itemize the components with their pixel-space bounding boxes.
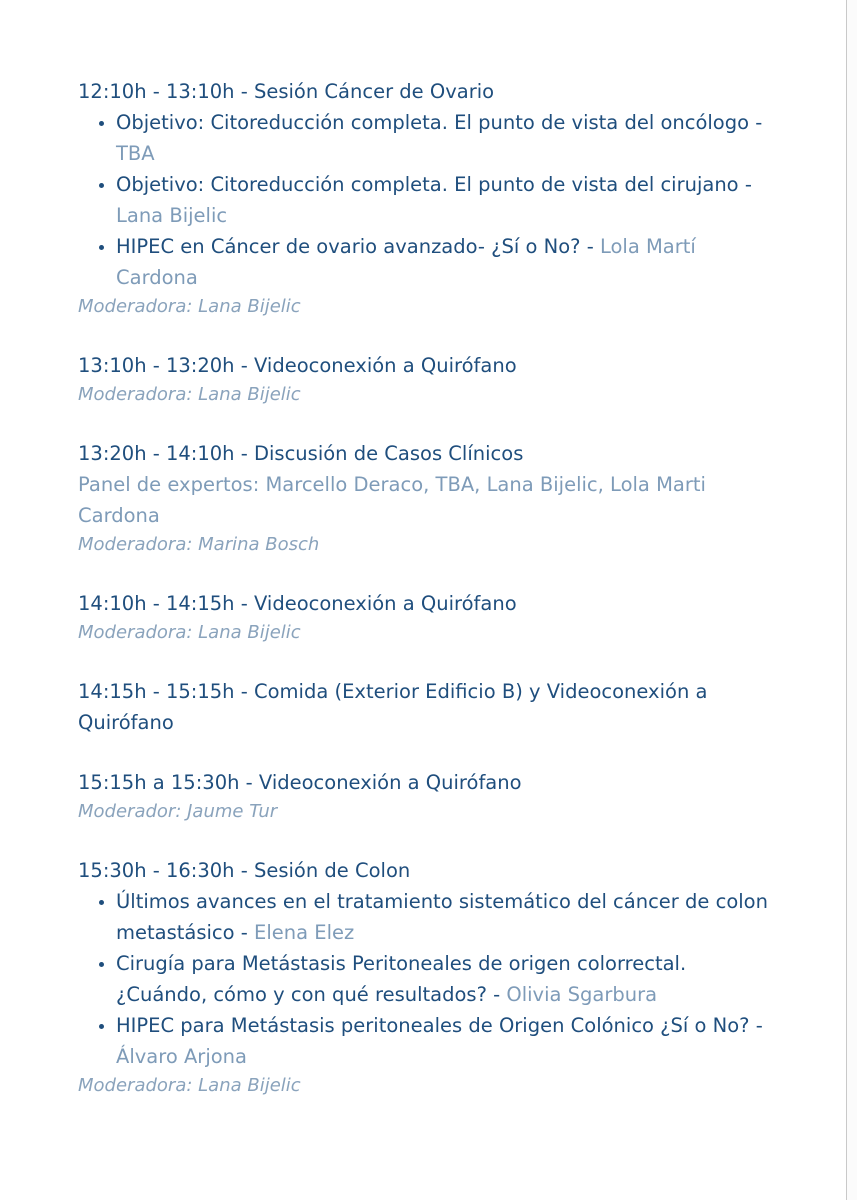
moderator-label: Moderadora:: [78, 384, 193, 405]
session-headline: [78, 855, 778, 886]
separator: -: [234, 592, 254, 615]
session-title: Videoconexión a Quirófano: [253, 354, 517, 377]
page-top-margin: [0, 0, 857, 20]
talk-item: • HIPEC en Cáncer de ovario avanzado- ¿Sí o No? - Lola Martí Cardona: [116, 231, 778, 293]
session-video-connection: [78, 350, 778, 409]
talk-item: • Objetivo: Citoreducción completa. El punto de vista del oncólogo - TBA: [116, 107, 778, 169]
talk-list: [78, 886, 778, 1072]
session-time: 13:10h - 13:20h: [78, 354, 235, 377]
session-title: Discusión de Casos Clínicos: [253, 442, 524, 465]
session-clinical-cases: [78, 438, 778, 559]
moderator-name: Lana Bijelic: [198, 622, 301, 643]
talk-title: HIPEC para Metástasis peritoneales de Origen Colónico ¿Sí o No?: [116, 1014, 750, 1037]
moderator-name: Marina Bosch: [198, 534, 320, 555]
talk-speaker: Elena Elez: [254, 921, 355, 944]
talk-speaker: Lana Bijelic: [116, 204, 228, 227]
session-headline: [78, 438, 778, 469]
session-ovarian-cancer: [78, 76, 778, 321]
session-title: Sesión de Colon: [253, 859, 411, 882]
moderator-name: Lana Bijelic: [198, 384, 301, 405]
session-headline: [78, 588, 778, 619]
session-lunch: [78, 676, 778, 738]
session-video-connection: [78, 767, 778, 826]
talk-title: Últimos avances en el tratamiento sistemático del cáncer de colon metastásico: [116, 890, 768, 944]
session-time: 14:10h - 14:15h: [78, 592, 235, 615]
session-headline: [78, 767, 778, 798]
session-title: Sesión Cáncer de Ovario: [253, 80, 495, 103]
session-title: Comida (Exterior Edificio B) y Videoconexión a Quirófano: [78, 680, 708, 734]
session-headline: [78, 76, 778, 107]
session-title: Videoconexión a Quirófano: [253, 592, 517, 615]
session-time: 12:10h - 13:10h: [78, 80, 235, 103]
moderator-name: Jaume Tur: [187, 801, 278, 822]
session-title: Videoconexión a Quirófano: [258, 771, 522, 794]
session-colon: [78, 855, 778, 1100]
program-schedule: [78, 76, 778, 1100]
separator: -: [234, 354, 254, 377]
separator: -: [234, 859, 254, 882]
session-time: 15:30h - 16:30h: [78, 859, 235, 882]
separator: -: [239, 771, 259, 794]
moderator-line: [78, 381, 778, 409]
talk-list: [78, 107, 778, 293]
talk-title: HIPEC en Cáncer de ovario avanzado- ¿Sí o No?: [116, 235, 581, 258]
moderator-label: Moderadora:: [78, 622, 193, 643]
session-time: 13:20h - 14:10h: [78, 442, 235, 465]
moderator-line: [78, 1072, 778, 1100]
talk-title: Objetivo: Citoreducción completa. El punto de vista del cirujano: [116, 173, 739, 196]
talk-speaker: Olivia Sgarbura: [506, 983, 658, 1006]
talk-title: Cirugía para Metástasis Peritoneales de origen colorrectal. ¿Cuándo, cómo y con qué resultados?: [116, 952, 687, 1006]
separator: -: [234, 442, 254, 465]
moderator-label: Moderadora:: [78, 296, 193, 317]
session-headline: [78, 350, 778, 381]
moderator-line: [78, 798, 778, 826]
talk-title: Objetivo: Citoreducción completa. El punto de vista del oncólogo: [116, 111, 750, 134]
session-time: 14:15h - 15:15h: [78, 680, 235, 703]
expert-panel: Panel de expertos: Marcello Deraco, TBA, Lana Bijelic, Lola Marti Cardona: [78, 473, 706, 527]
talk-item: • Últimos avances en el tratamiento sistemático del cáncer de colon metastásico - Elena Elez: [116, 886, 778, 948]
moderator-label: Moderadora:: [78, 534, 193, 555]
moderator-line: [78, 619, 778, 647]
separator: -: [234, 80, 254, 103]
moderator-name: Lana Bijelic: [198, 296, 301, 317]
talk-speaker: Lola Martí Cardona: [116, 235, 696, 289]
session-time: 15:15h a 15:30h: [78, 771, 240, 794]
talk-item: • HIPEC para Metástasis peritoneales de Origen Colónico ¿Sí o No? - Álvaro Arjona: [116, 1010, 778, 1072]
moderator-line: [78, 293, 778, 321]
talk-item: • Objetivo: Citoreducción completa. El punto de vista del cirujano - Lana Bijelic: [116, 169, 778, 231]
session-video-connection: [78, 588, 778, 647]
talk-speaker: TBA: [116, 142, 155, 165]
moderator-name: Lana Bijelic: [198, 1075, 301, 1096]
scrollbar-track[interactable]: [846, 0, 857, 1200]
moderator-label: Moderadora:: [78, 1075, 193, 1096]
moderator-line: [78, 531, 778, 559]
talk-item: • Cirugía para Metástasis Peritoneales de origen colorrectal. ¿Cuándo, cómo y con qué resultados? - Olivia Sgarbura: [116, 948, 778, 1010]
separator: -: [234, 680, 254, 703]
moderator-label: Moderador:: [78, 801, 182, 822]
talk-speaker: Álvaro Arjona: [116, 1045, 247, 1068]
session-headline: [78, 676, 778, 738]
